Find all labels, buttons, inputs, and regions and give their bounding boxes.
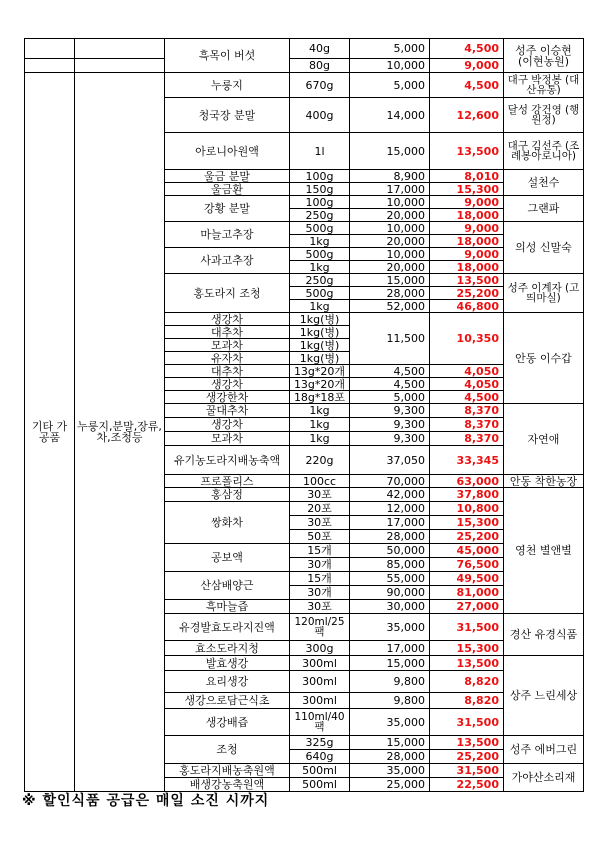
- price-cell: 14,000: [350, 98, 430, 133]
- discount-price-cell: 13,500: [430, 736, 504, 750]
- discount-price-cell: 49,500: [430, 572, 504, 586]
- size-cell: 30포: [290, 488, 350, 502]
- discount-price-cell: 4,050: [430, 378, 504, 391]
- discount-price-cell: 37,800: [430, 488, 504, 502]
- price-cell: 10,000: [350, 248, 430, 261]
- discount-price-cell: 76,500: [430, 558, 504, 572]
- price-cell: 10,000: [350, 222, 430, 235]
- size-cell: 100g: [290, 170, 350, 183]
- price-cell: 20,000: [350, 235, 430, 248]
- size-cell: 1kg(병): [290, 313, 350, 326]
- discount-price-cell: 13,500: [430, 133, 504, 170]
- price-cell: 5,000: [350, 73, 430, 98]
- product-name: 생강으로담근식초: [165, 693, 290, 709]
- size-cell: 1kg: [290, 432, 350, 446]
- discount-price-cell: 31,500: [430, 764, 504, 778]
- product-name: 생강차: [165, 313, 290, 326]
- size-cell: 110ml/40팩: [290, 709, 350, 736]
- product-name: 산삼배양근: [165, 572, 290, 600]
- size-cell: 80g: [290, 59, 350, 73]
- discount-price-cell: 9,000: [430, 222, 504, 235]
- price-cell: 50,000: [350, 544, 430, 558]
- subcategory-cell: [75, 39, 165, 59]
- discount-price-cell: 8,370: [430, 432, 504, 446]
- seller-cell: 성주 에버그린: [504, 736, 584, 764]
- size-cell: 1kg: [290, 261, 350, 274]
- product-name: 대추차: [165, 326, 290, 339]
- size-cell: 500g: [290, 248, 350, 261]
- size-cell: 300g: [290, 641, 350, 656]
- price-cell: 35,000: [350, 614, 430, 641]
- product-name: 마늘고추장: [165, 222, 290, 248]
- category-cell: [25, 59, 75, 73]
- size-cell: 500g: [290, 222, 350, 235]
- price-cell: 42,000: [350, 488, 430, 502]
- price-table: [24, 38, 584, 792]
- price-cell: 8,900: [350, 170, 430, 183]
- discount-price-cell: 33,345: [430, 446, 504, 475]
- discount-price-cell: 15,300: [430, 183, 504, 196]
- footnote: ※ 할인식품 공급은 매일 소진 시까지: [22, 793, 270, 809]
- category-cell: [25, 39, 75, 59]
- size-cell: 1kg(병): [290, 339, 350, 352]
- price-cell: 5,000: [350, 39, 430, 59]
- size-cell: 120ml/25팩: [290, 614, 350, 641]
- price-cell: 37,050: [350, 446, 430, 475]
- seller-cell: 의성 신말숙: [504, 222, 584, 274]
- price-cell: 85,000: [350, 558, 430, 572]
- size-cell: 15개: [290, 572, 350, 586]
- category-major: 기타 가공품: [25, 73, 75, 792]
- product-name: 모과차: [165, 339, 290, 352]
- size-cell: 500g: [290, 287, 350, 300]
- price-cell: 28,000: [350, 750, 430, 764]
- price-cell: 35,000: [350, 764, 430, 778]
- price-cell: 15,000: [350, 656, 430, 671]
- seller-cell: 설천수: [504, 170, 584, 196]
- product-name: 효소도라지청: [165, 641, 290, 656]
- product-name: 유경발효도라지진액: [165, 614, 290, 641]
- price-cell: 9,300: [350, 404, 430, 418]
- price-cell: 17,000: [350, 516, 430, 530]
- discount-price-cell: 46,800: [430, 300, 504, 313]
- discount-price-cell: 12,600: [430, 98, 504, 133]
- discount-price-cell: 18,000: [430, 209, 504, 222]
- discount-price-cell: 10,350: [430, 313, 504, 365]
- price-cell: 4,500: [350, 378, 430, 391]
- product-name: 프로폴리스: [165, 475, 290, 488]
- subcategory-cell: [75, 59, 165, 73]
- price-cell: 52,000: [350, 300, 430, 313]
- size-cell: 1l: [290, 133, 350, 170]
- product-name: 요리생강: [165, 671, 290, 693]
- price-cell: 11,500: [350, 313, 430, 365]
- discount-price-cell: 4,500: [430, 73, 504, 98]
- seller-cell: 달성 강건영 (행원정): [504, 98, 584, 133]
- discount-price-cell: 8,820: [430, 693, 504, 709]
- price-cell: 10,000: [350, 196, 430, 209]
- discount-price-cell: 31,500: [430, 709, 504, 736]
- size-cell: 30포: [290, 516, 350, 530]
- product-name: 유자차: [165, 352, 290, 365]
- size-cell: 640g: [290, 750, 350, 764]
- price-cell: 4,500: [350, 365, 430, 378]
- seller-cell: 그랜파: [504, 196, 584, 222]
- size-cell: 1kg: [290, 300, 350, 313]
- price-cell: 17,000: [350, 641, 430, 656]
- product-name: 사과고추장: [165, 248, 290, 274]
- seller-cell: 상주 느린세상: [504, 656, 584, 736]
- seller-cell: 안동 착한농장: [504, 475, 584, 488]
- size-cell: 500ml: [290, 764, 350, 778]
- product-name: 울금환: [165, 183, 290, 196]
- product-name: 아로니아원액: [165, 133, 290, 170]
- size-cell: 18g*18포: [290, 391, 350, 404]
- size-cell: 500ml: [290, 778, 350, 792]
- discount-price-cell: 63,000: [430, 475, 504, 488]
- price-cell: 9,300: [350, 432, 430, 446]
- discount-price-cell: 15,300: [430, 641, 504, 656]
- price-cell: 28,000: [350, 530, 430, 544]
- discount-price-cell: 27,000: [430, 600, 504, 614]
- price-cell: 15,000: [350, 736, 430, 750]
- size-cell: 250g: [290, 209, 350, 222]
- size-cell: 300ml: [290, 671, 350, 693]
- size-cell: 30개: [290, 586, 350, 600]
- size-cell: 300ml: [290, 693, 350, 709]
- discount-price-cell: 13,500: [430, 274, 504, 287]
- product-name: 흑목이 버섯: [165, 39, 290, 73]
- seller-cell: 영천 별앤별: [504, 488, 584, 614]
- price-cell: 30,000: [350, 600, 430, 614]
- price-cell: 35,000: [350, 709, 430, 736]
- size-cell: 13g*20개: [290, 365, 350, 378]
- product-name: 쌍화차: [165, 502, 290, 544]
- size-cell: 50포: [290, 530, 350, 544]
- discount-price-cell: 4,500: [430, 391, 504, 404]
- size-cell: 20포: [290, 502, 350, 516]
- product-name: 공보액: [165, 544, 290, 572]
- discount-price-cell: 4,500: [430, 39, 504, 59]
- product-name: 생강차: [165, 418, 290, 432]
- size-cell: 30포: [290, 600, 350, 614]
- size-cell: 300ml: [290, 656, 350, 671]
- price-cell: 17,000: [350, 183, 430, 196]
- price-cell: 9,800: [350, 671, 430, 693]
- size-cell: 400g: [290, 98, 350, 133]
- size-cell: 1kg(병): [290, 352, 350, 365]
- discount-price-cell: 8,010: [430, 170, 504, 183]
- seller-cell: 성주 이승현 (이현농원): [504, 39, 584, 73]
- discount-price-cell: 4,050: [430, 365, 504, 378]
- product-name: 홍삼정: [165, 488, 290, 502]
- seller-cell: 경산 유경식품: [504, 614, 584, 656]
- price-cell: 70,000: [350, 475, 430, 488]
- product-name: 청국장 분말: [165, 98, 290, 133]
- seller-cell: 자연애: [504, 404, 584, 475]
- product-name: 모과차: [165, 432, 290, 446]
- discount-price-cell: 8,370: [430, 404, 504, 418]
- size-cell: 13g*20개: [290, 378, 350, 391]
- seller-cell: 안동 이수갑: [504, 313, 584, 404]
- size-cell: 250g: [290, 274, 350, 287]
- price-cell: 28,000: [350, 287, 430, 300]
- product-name: 흑마늘즙: [165, 600, 290, 614]
- price-cell: 9,800: [350, 693, 430, 709]
- product-name: 생강배즙: [165, 709, 290, 736]
- category-minor: 누룽지,분말,장류,차,조청등: [75, 73, 165, 792]
- product-name: 꿀대추차: [165, 404, 290, 418]
- size-cell: 150g: [290, 183, 350, 196]
- price-cell: 12,000: [350, 502, 430, 516]
- product-name: 발효생강: [165, 656, 290, 671]
- product-name: 홍도라지 조청: [165, 274, 290, 313]
- product-name: 홍도라지배농축원액: [165, 764, 290, 778]
- discount-price-cell: 10,800: [430, 502, 504, 516]
- discount-price-cell: 9,000: [430, 196, 504, 209]
- product-name: 유기농도라지배농축액: [165, 446, 290, 475]
- discount-price-cell: 25,200: [430, 750, 504, 764]
- size-cell: 1kg(병): [290, 326, 350, 339]
- discount-price-cell: 81,000: [430, 586, 504, 600]
- size-cell: 15개: [290, 544, 350, 558]
- discount-price-cell: 45,000: [430, 544, 504, 558]
- product-name: 배생강농축원액: [165, 778, 290, 792]
- product-name: 조청: [165, 736, 290, 764]
- size-cell: 100cc: [290, 475, 350, 488]
- seller-cell: 성주 이계자 (고띄마실): [504, 274, 584, 313]
- discount-price-cell: 9,000: [430, 248, 504, 261]
- size-cell: 1kg: [290, 235, 350, 248]
- discount-price-cell: 8,370: [430, 418, 504, 432]
- discount-price-cell: 31,500: [430, 614, 504, 641]
- discount-price-cell: 15,300: [430, 516, 504, 530]
- price-cell: 90,000: [350, 586, 430, 600]
- price-cell: 15,000: [350, 133, 430, 170]
- product-name: 대추차: [165, 365, 290, 378]
- seller-cell: 대구 김선주 (조례봉아로니아): [504, 133, 584, 170]
- price-cell: 9,300: [350, 418, 430, 432]
- discount-price-cell: 18,000: [430, 235, 504, 248]
- product-name: 생강한차: [165, 391, 290, 404]
- price-cell: 55,000: [350, 572, 430, 586]
- discount-price-cell: 25,200: [430, 530, 504, 544]
- price-cell: 20,000: [350, 209, 430, 222]
- discount-price-cell: 22,500: [430, 778, 504, 792]
- size-cell: 30개: [290, 558, 350, 572]
- product-name: 누룽지: [165, 73, 290, 98]
- price-cell: 20,000: [350, 261, 430, 274]
- discount-price-cell: 18,000: [430, 261, 504, 274]
- size-cell: 1kg: [290, 404, 350, 418]
- discount-price-cell: 25,200: [430, 287, 504, 300]
- seller-cell: 대구 박정봉 (대산유통): [504, 73, 584, 98]
- product-name: 울금 분말: [165, 170, 290, 183]
- price-cell: 15,000: [350, 274, 430, 287]
- price-cell: 5,000: [350, 391, 430, 404]
- price-cell: 25,000: [350, 778, 430, 792]
- size-cell: 670g: [290, 73, 350, 98]
- discount-price-cell: 9,000: [430, 59, 504, 73]
- price-cell: 10,000: [350, 59, 430, 73]
- discount-price-cell: 13,500: [430, 656, 504, 671]
- size-cell: 220g: [290, 446, 350, 475]
- product-name: 강황 분말: [165, 196, 290, 222]
- size-cell: 1kg: [290, 418, 350, 432]
- product-name: 생강차: [165, 378, 290, 391]
- size-cell: 325g: [290, 736, 350, 750]
- seller-cell: 가야산소리재: [504, 764, 584, 792]
- size-cell: 100g: [290, 196, 350, 209]
- size-cell: 40g: [290, 39, 350, 59]
- discount-price-cell: 8,820: [430, 671, 504, 693]
